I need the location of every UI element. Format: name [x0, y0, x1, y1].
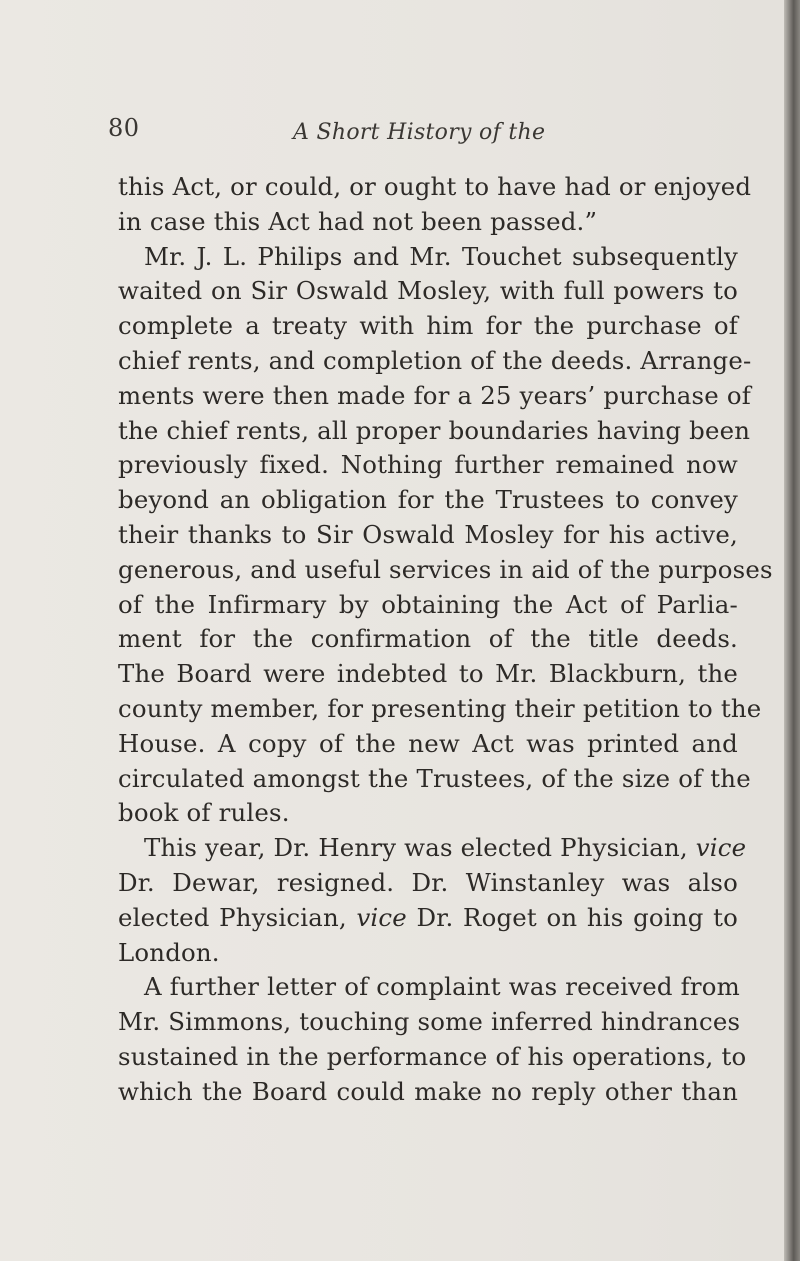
text-line: ment for the confirmation of the title deeds. — [118, 624, 738, 654]
running-title: A Short History of the — [293, 120, 546, 145]
paragraph-start: Mr. J. L. Philips and Mr. Touchet subsequently — [144, 241, 738, 271]
text-line: their thanks to Sir Oswald Mosley for his active, — [118, 519, 738, 549]
paragraph-start: This year, Dr. Henry was elected Physician, vice — [144, 833, 747, 863]
body-text — [118, 170, 773, 1110]
text-line: ments were then made for a 25 years’ purchase of — [118, 380, 751, 410]
text-line: Mr. Simmons, touching some inferred hindrances — [118, 1007, 741, 1037]
text-line: London. — [118, 937, 220, 967]
text-line: waited on Sir Oswald Mosley, with full powers to — [118, 276, 738, 306]
paragraph-start: A further letter of complaint was received from — [144, 972, 740, 1002]
page-number: 80 — [108, 114, 140, 142]
text-line: complete a treaty with him for the purchase of — [118, 311, 738, 341]
page-header — [0, 108, 800, 148]
text-line: chief rents, and completion of the deeds. Arrange- — [118, 345, 752, 375]
text-line: this Act, or could, or ought to have had or enjoyed — [118, 172, 752, 201]
text-line: previously fixed. Nothing further remained now — [118, 450, 738, 480]
text-line: Dr. Dewar, resigned. Dr. Winstanley was also — [118, 867, 738, 897]
text-line: The Board were indebted to Mr. Blackburn, the — [118, 659, 738, 689]
page-edge-shadow — [784, 0, 800, 1261]
text-line: county member, for presenting their petition to the — [118, 693, 762, 723]
text-line: elected Physician, vice Dr. Roget on his going to — [118, 902, 738, 932]
text-line: sustained in the performance of his operations, to — [118, 1041, 747, 1071]
text-line: book of rules. — [118, 798, 290, 828]
text-line: of the Infirmary by obtaining the Act of Parlia- — [118, 589, 738, 619]
text-line: the chief rents, all proper boundaries having been — [118, 415, 751, 445]
text-line: beyond an obligation for the Trustees to convey — [118, 485, 738, 515]
text-line: which the Board could make no reply other than — [118, 1076, 738, 1106]
text-line: in case this Act had not been passed.” — [118, 206, 598, 236]
text-line: generous, and useful services in aid of the purposes — [118, 554, 773, 584]
text-line: House. A copy of the new Act was printed and — [118, 728, 738, 758]
text-line: circulated amongst the Trustees, of the size of the — [118, 763, 751, 793]
